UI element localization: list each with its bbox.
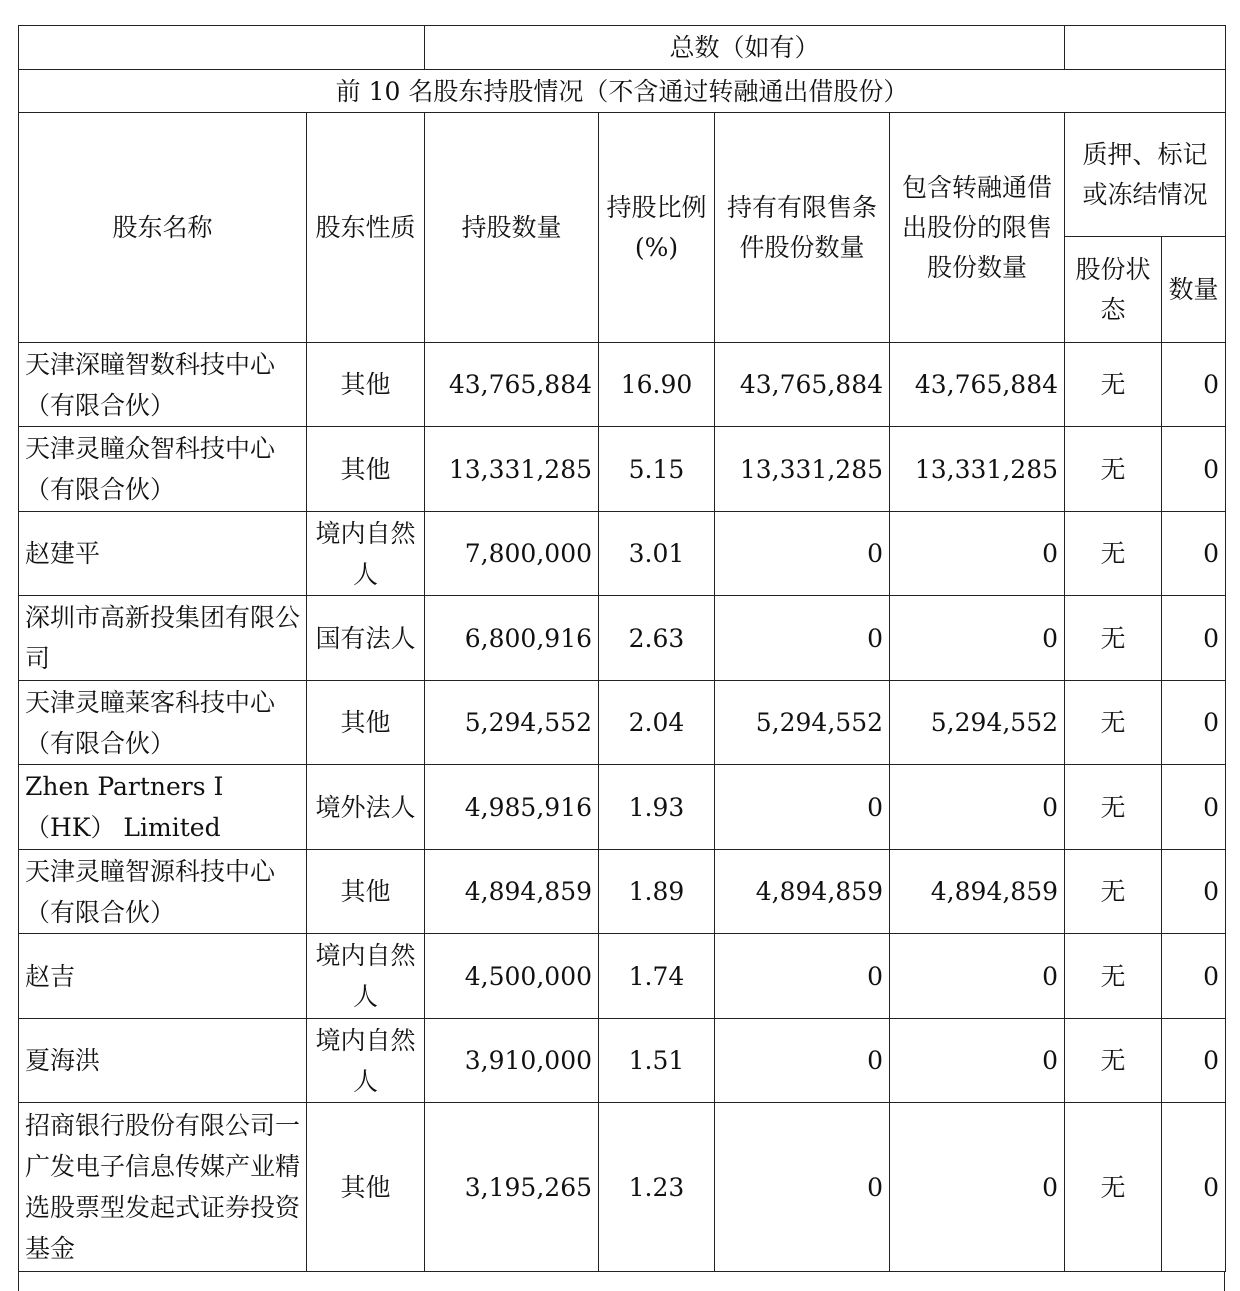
shares: 4,985,916	[425, 765, 599, 850]
header-name: 股东名称	[19, 113, 307, 343]
restricted-shares: 5,294,552	[715, 681, 890, 765]
ratio: 1.93	[599, 765, 715, 850]
shareholder-nature: 其他	[307, 681, 425, 765]
ratio: 1.23	[599, 1103, 715, 1272]
lent-restricted-shares: 13,331,285	[890, 427, 1065, 512]
shares: 4,894,859	[425, 850, 599, 934]
shares: 6,800,916	[425, 596, 599, 681]
header-restricted: 持有有限售条件股份数量	[715, 113, 890, 343]
pledge-qty: 0	[1162, 681, 1226, 765]
table-row	[19, 1103, 1226, 1272]
restricted-shares: 0	[715, 596, 890, 681]
pledge-status: 无	[1065, 596, 1162, 681]
header-pledge-qty: 数量	[1162, 237, 1226, 343]
restricted-shares: 43,765,884	[715, 343, 890, 427]
shares: 5,294,552	[425, 681, 599, 765]
pledge-status: 无	[1065, 934, 1162, 1019]
shares: 3,910,000	[425, 1019, 599, 1103]
shareholder-nature: 境外法人	[307, 765, 425, 850]
shareholder-name: 赵吉	[19, 934, 307, 1019]
pledge-qty: 0	[1162, 765, 1226, 850]
total-blank-cell	[19, 26, 425, 70]
next-row-cutoff	[18, 1271, 1225, 1291]
header-pledge: 质押、标记或冻结情况	[1065, 113, 1226, 237]
lent-restricted-shares: 5,294,552	[890, 681, 1065, 765]
shareholder-nature: 其他	[307, 427, 425, 512]
table-row	[19, 850, 1226, 934]
pledge-status: 无	[1065, 427, 1162, 512]
restricted-shares: 0	[715, 1019, 890, 1103]
pledge-status: 无	[1065, 765, 1162, 850]
ratio: 16.90	[599, 343, 715, 427]
ratio: 1.74	[599, 934, 715, 1019]
header-shares: 持股数量	[425, 113, 599, 343]
table-row	[19, 596, 1226, 681]
restricted-shares: 4,894,859	[715, 850, 890, 934]
pledge-qty: 0	[1162, 1019, 1226, 1103]
ratio: 2.04	[599, 681, 715, 765]
pledge-status: 无	[1065, 681, 1162, 765]
shareholder-name: 天津灵瞳众智科技中心（有限合伙）	[19, 427, 307, 512]
table-row	[19, 1019, 1226, 1103]
pledge-status: 无	[1065, 343, 1162, 427]
shareholder-name: 天津灵瞳智源科技中心（有限合伙）	[19, 850, 307, 934]
shareholder-name: Zhen Partners I（HK） Limited	[19, 765, 307, 850]
lent-restricted-shares: 4,894,859	[890, 850, 1065, 934]
shareholder-name: 赵建平	[19, 512, 307, 596]
pledge-status: 无	[1065, 850, 1162, 934]
header-lent-restricted: 包含转融通借出股份的限售股份数量	[890, 113, 1065, 343]
shareholder-nature: 国有法人	[307, 596, 425, 681]
pledge-qty: 0	[1162, 850, 1226, 934]
restricted-shares: 0	[715, 765, 890, 850]
lent-restricted-shares: 0	[890, 1103, 1065, 1272]
table-row	[19, 512, 1226, 596]
pledge-qty: 0	[1162, 343, 1226, 427]
table-row	[19, 934, 1226, 1019]
restricted-shares: 0	[715, 934, 890, 1019]
total-row	[19, 26, 1226, 70]
pledge-qty: 0	[1162, 934, 1226, 1019]
pledge-qty: 0	[1162, 1103, 1226, 1272]
shareholder-name: 天津深瞳智数科技中心（有限合伙）	[19, 343, 307, 427]
shareholder-name: 天津灵瞳莱客科技中心（有限合伙）	[19, 681, 307, 765]
lent-restricted-shares: 0	[890, 765, 1065, 850]
ratio: 5.15	[599, 427, 715, 512]
ratio: 1.51	[599, 1019, 715, 1103]
lent-restricted-shares: 0	[890, 512, 1065, 596]
lent-restricted-shares: 43,765,884	[890, 343, 1065, 427]
shareholder-nature: 其他	[307, 343, 425, 427]
lent-restricted-shares: 0	[890, 934, 1065, 1019]
shareholder-name: 招商银行股份有限公司一广发电子信息传媒产业精选股票型发起式证券投资基金	[19, 1103, 307, 1272]
shares: 43,765,884	[425, 343, 599, 427]
shares: 4,500,000	[425, 934, 599, 1019]
restricted-shares: 0	[715, 1103, 890, 1272]
shareholder-table	[18, 25, 1226, 1272]
table-row	[19, 765, 1226, 850]
header-pledge-status: 股份状态	[1065, 237, 1162, 343]
header-nature: 股东性质	[307, 113, 425, 343]
shareholder-name: 深圳市高新投集团有限公司	[19, 596, 307, 681]
table-row	[19, 343, 1226, 427]
shareholder-nature: 境内自然人	[307, 1019, 425, 1103]
shares: 7,800,000	[425, 512, 599, 596]
pledge-status: 无	[1065, 1019, 1162, 1103]
shareholder-name: 夏海洪	[19, 1019, 307, 1103]
header-ratio: 持股比例(%)	[599, 113, 715, 343]
pledge-status: 无	[1065, 1103, 1162, 1272]
table-row	[19, 681, 1226, 765]
header-row	[19, 113, 1226, 237]
shareholder-nature: 其他	[307, 850, 425, 934]
shares: 13,331,285	[425, 427, 599, 512]
pledge-qty: 0	[1162, 596, 1226, 681]
table-row	[19, 427, 1226, 512]
shareholder-nature: 境内自然人	[307, 512, 425, 596]
ratio: 2.63	[599, 596, 715, 681]
shares: 3,195,265	[425, 1103, 599, 1272]
pledge-qty: 0	[1162, 427, 1226, 512]
ratio: 1.89	[599, 850, 715, 934]
pledge-status: 无	[1065, 512, 1162, 596]
lent-restricted-shares: 0	[890, 596, 1065, 681]
restricted-shares: 0	[715, 512, 890, 596]
lent-restricted-shares: 0	[890, 1019, 1065, 1103]
shareholder-nature: 其他	[307, 1103, 425, 1272]
section-title: 前 10 名股东持股情况（不含通过转融通出借股份）	[19, 70, 1226, 113]
pledge-qty: 0	[1162, 512, 1226, 596]
restricted-shares: 13,331,285	[715, 427, 890, 512]
shareholder-nature: 境内自然人	[307, 934, 425, 1019]
total-value-cell	[1065, 26, 1226, 70]
total-label: 总数（如有）	[425, 26, 1065, 70]
ratio: 3.01	[599, 512, 715, 596]
